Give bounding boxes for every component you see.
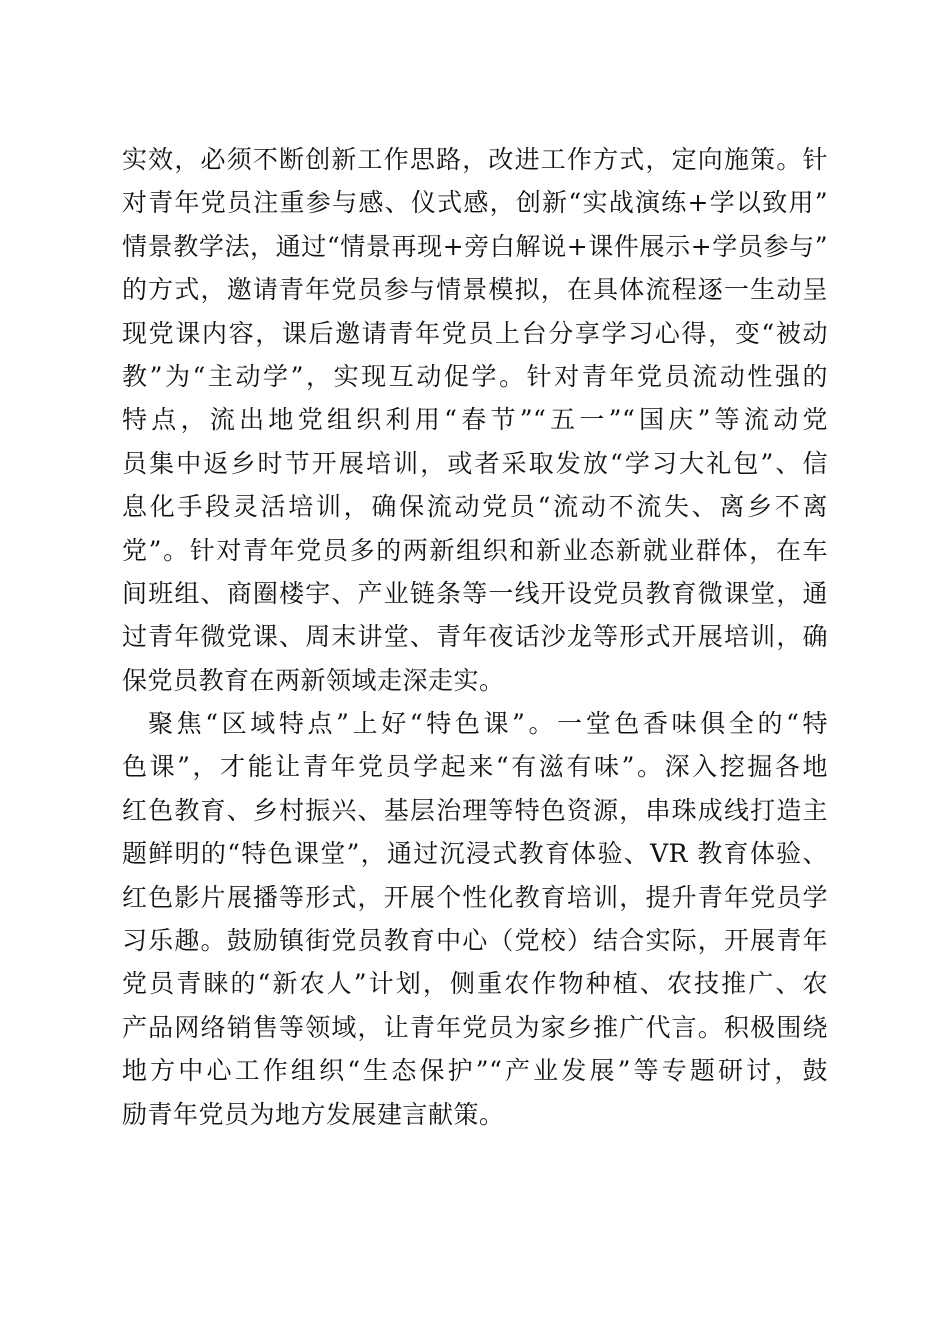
- text-line: 习乐趣。鼓励镇街党员教育中心（党校）结合实际，开展青年: [122, 926, 828, 956]
- text-line: 聚焦“区域特点”上好“特色课”。一堂色香味俱全的“特: [148, 709, 828, 739]
- text-line: 对青年党员注重参与感、仪式感，创新“实战演练+学以致用”: [122, 188, 828, 218]
- text-line: 间班组、商圈楼宇、产业链条等一线开设党员教育微课堂，通: [122, 578, 828, 608]
- text-line: 特点，流出地党组织利用“春节”“五一”“国庆”等流动党: [122, 405, 828, 435]
- text-line: 色课”，才能让青年党员学起来“有滋有味”。深入挖掘各地: [122, 752, 828, 782]
- text-line: 保党员教育在两新领域走深走实。: [122, 665, 505, 695]
- paragraph-2: [122, 702, 828, 1136]
- text-line: 红色影片展播等形式，开展个性化教育培训，提升青年党员学: [122, 882, 828, 912]
- paragraph-1: [122, 138, 828, 702]
- text-line: 教”为“主动学”，实现互动促学。针对青年党员流动性强的: [122, 361, 828, 391]
- text-line: 现党课内容，课后邀请青年党员上台分享学习心得，变“被动: [122, 318, 828, 348]
- text-line: 励青年党员为地方发展建言献策。: [122, 1099, 505, 1129]
- text-line: 的方式，邀请青年党员参与情景模拟，在具体流程逐一生动呈: [122, 275, 828, 305]
- text-line: 地方中心工作组织“生态保护”“产业发展”等专题研讨，鼓: [122, 1056, 828, 1086]
- document-body: [122, 138, 828, 1136]
- text-line: 员集中返乡时节开展培训，或者采取发放“学习大礼包”、信: [122, 448, 828, 478]
- text-line: 产品网络销售等领域，让青年党员为家乡推广代言。积极围绕: [122, 1012, 828, 1042]
- text-line: 情景教学法，通过“情景再现+旁白解说+课件展示+学员参与”: [122, 231, 828, 261]
- text-line: 实效，必须不断创新工作思路，改进工作方式，定向施策。针: [122, 145, 828, 174]
- text-line: 题鲜明的“特色课堂”，通过沉浸式教育体验、VR 教育体验、: [122, 839, 828, 869]
- text-line: 过青年微党课、周末讲堂、青年夜话沙龙等形式开展培训，确: [122, 622, 828, 652]
- text-line: 红色教育、乡村振兴、基层治理等特色资源，串珠成线打造主: [122, 795, 828, 825]
- text-line: 党员青睐的“新农人”计划，侧重农作物种植、农技推广、农: [122, 969, 828, 999]
- text-line: 党”。针对青年党员多的两新组织和新业态新就业群体，在车: [122, 535, 828, 565]
- text-line: 息化手段灵活培训，确保流动党员“流动不流失、离乡不离: [122, 492, 828, 522]
